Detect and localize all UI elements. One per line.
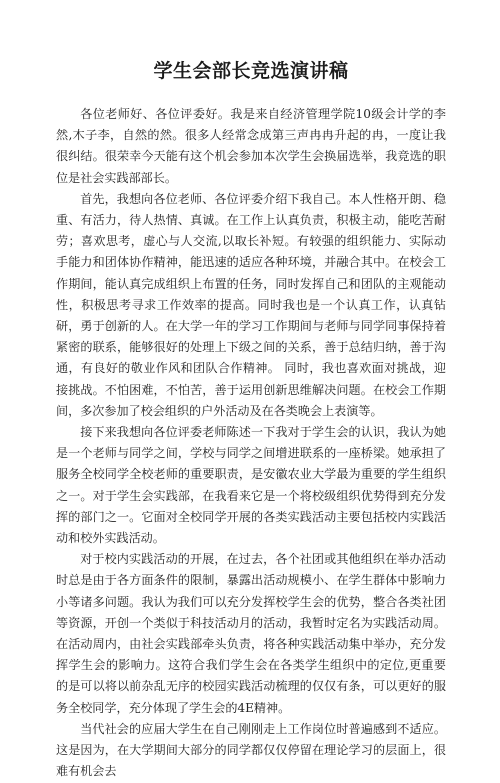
paragraph-campus-activities: 对于校内实践活动的开展，在过去，各个社团或其他组织在举办活动时总是由于各方面条件的限制，暴露出活动规模小、在学生群体中影响力小等诸多问题。我认为我们可以充分发挥校学生会的优势，整合各类社团等资源，开创一个类似于科技活动月的活动，我暂时定名为实践活动周。在活动周内，由社会实践部牵头负责，将各种实践活动集中举办，充分发挥学生会的影响力。这符合我们学生会在各类学生组织中的定位,更重要的是可以将以前杂乱无序的校园实践活动梳理的仅仅有条，可以更好的服务全校同学，充分体现了学生会的4E精神。 — [56, 552, 446, 715]
document-title: 学生会部长竞选演讲稿 — [153, 60, 349, 82]
paragraph-self-introduction: 首先，我想向各位老师、各位评委介绍下我自己。本人性格开朗、稳重、有活力，待人热情、真诚。在工作上认真负责，积极主动，能吃苦耐劳；喜欢思考，虚心与人交流,以取长补短。有较强的组织能力、实际动手能力和团体协作精神，能迅速的适应各种环境，并融合其中。在校会工作期间，能认真完成组织上布置的任务，同时发挥自己和团队的主观能动性，积极思考寻求工作效率的提高。同时我也是一个认真工作，认真钻研，勇于创新的人。在大学一年的学习工作期间与老师与同学同事保持着紧密的联系，能够很好的处理上下级之间的关系，善于总结归纳，善于沟通，有良好的敬业作风和团队合作精神。 同时，我也喜欢面对挑战，迎接挑战。不怕困难，不怕苦，善于运用创新思维解决问题。在校会工作期间，多次参加了校会组织的户外活动及在各类晚会上表演等。 — [56, 191, 446, 418]
paragraph-graduates: 当代社会的应届大学生在自己刚刚走上工作岗位时普遍感到不适应。这是因为，在大学期间大部分的同学都仅仅停留在理论学习的层面上，很难有机会去 — [56, 721, 446, 779]
document-body — [56, 56, 446, 783]
paragraph-student-union-understanding: 接下来我想向各位评委老师陈述一下我对于学生会的认识，我认为她是一个老师与同学之间，学校与同学之间增进联系的一座桥梁。她承担了服务全校同学全校老师的重要职责，是安徽农业大学最为重要的学生组织之一。对于学生会实践部，在我看来它是一个将校级组织优势得到充分发挥的部门之一。它面对全校同学开展的各类实践活动主要包括校内实践活动和校外实践活动。 — [56, 425, 446, 546]
paragraph-greeting: 各位老师好、各位评委好。我是来自经济管理学院10级会计学的李然,木子李，自然的然。很多人经常念成第三声冉冉升起的冉，一度让我很纠结。很荣幸今天能有这个机会参加本次学生会换届选举，我竞选的职位是社会实践部部长。 — [56, 107, 446, 185]
